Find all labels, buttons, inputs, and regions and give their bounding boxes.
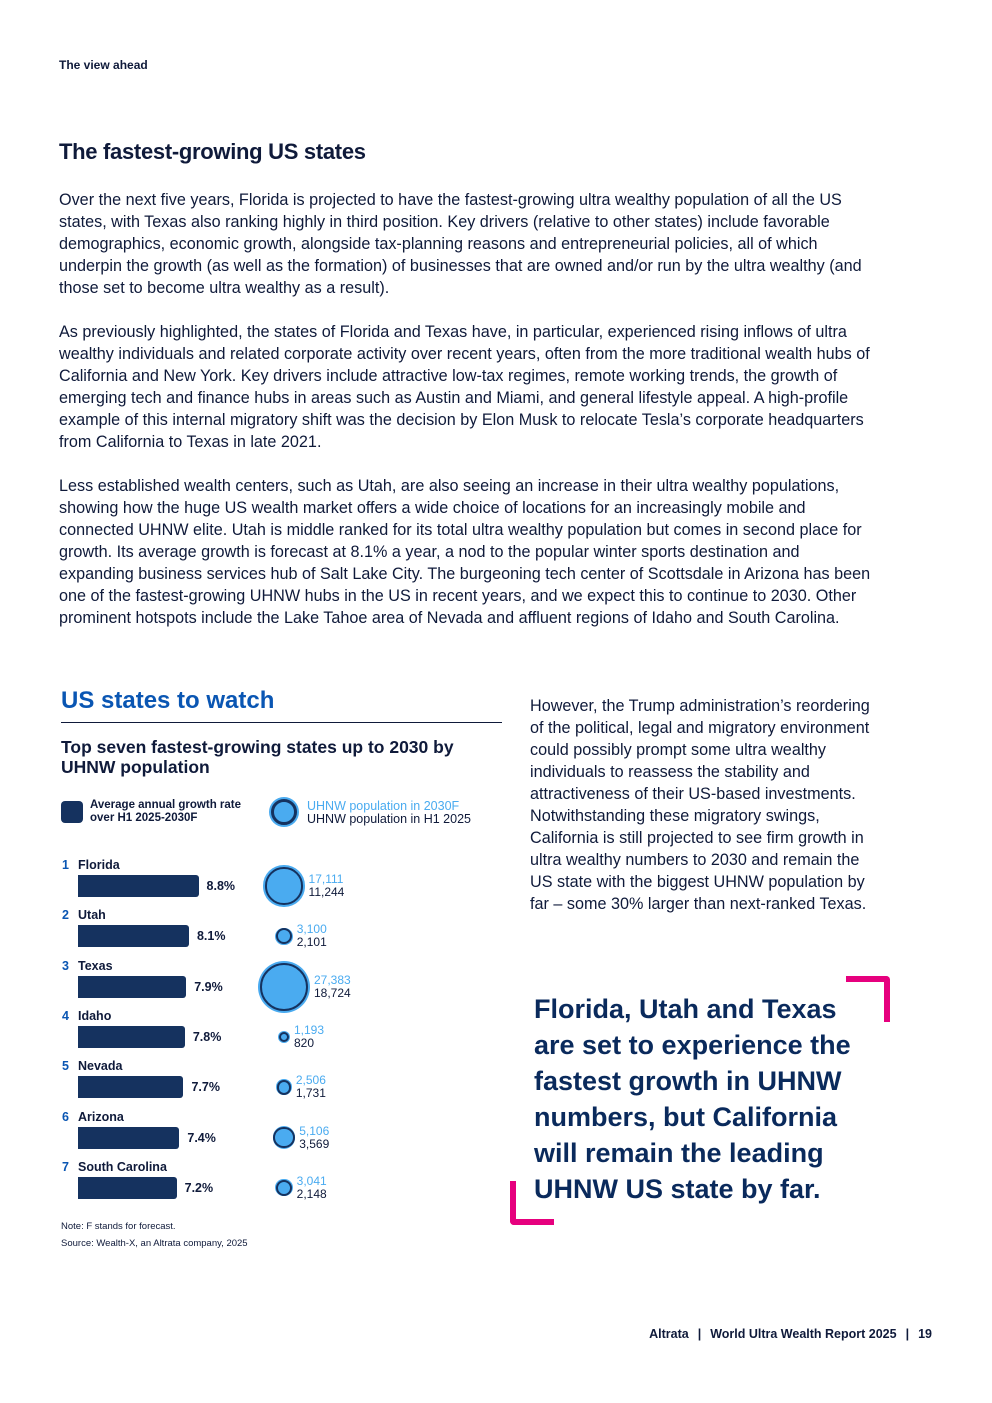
growth-bar [78, 875, 199, 897]
chart-heading: US states to watch [61, 687, 275, 714]
growth-label: 7.4% [187, 1130, 216, 1145]
page-footer: Altrata | World Ultra Wealth Report 2025 | 19 [649, 1327, 932, 1341]
chart-row [0, 1059, 500, 1111]
pop-2030-label: 17,111 [308, 872, 344, 886]
growth-bar [78, 925, 189, 947]
footer-page-number: 19 [918, 1327, 932, 1341]
bubble-2025 [277, 1080, 292, 1095]
paragraph-2: As previously highlighted, the states of Florida and Texas have, in particular, experienced rising inflows of ultra wealthy individuals and related corporate activity over recent years, often from the more traditional wealth hubs of California and New York. Key drivers include attractive low-tax regimes, remote working trends, the growth of emerging tech and finance hubs in areas such as Austin and Miami, and general lifestyle appeal. A high-profile example of this internal migratory shift was the decision by Elon Musk to relocate Tesla’s corporate headquarters from California to Texas in late 2021. [59, 323, 870, 451]
state-label: Florida [78, 858, 120, 872]
chart-row [0, 1110, 500, 1162]
legend-bar-label: Average annual growth rate over H1 2025-2030F [90, 799, 242, 824]
chart-note: Note: F stands for forecast. [61, 1221, 176, 1232]
pop-2030-label: 27,383 [314, 972, 351, 987]
section-label: The view ahead [59, 58, 148, 72]
state-label: Utah [78, 908, 106, 923]
pop-2030-label: 2,506 [295, 1073, 326, 1088]
pop-2025-label: 2,101 [296, 935, 327, 950]
legend-bar-swatch [61, 801, 83, 823]
chart-title: Top seven fastest-growing states up to 2030 by UHNW population [61, 737, 454, 777]
pop-2025-label: 1,731 [295, 1086, 326, 1101]
rank-number: 1 [62, 858, 69, 872]
pull-quote: Florida, Utah and Texas are set to experience the fastest growth in UHNW numbers, but California will remain the leading UHNW US state by far. [534, 994, 851, 1204]
growth-label: 7.2% [184, 1180, 214, 1195]
state-label: Arizona [78, 1109, 124, 1124]
rank-number: 2 [62, 908, 69, 923]
bubble-2025 [265, 867, 302, 904]
pop-2030-label: 1,193 [294, 1022, 325, 1037]
rank-number: 6 [62, 1109, 69, 1124]
legend-2030-label: UHNW population in 2030F [307, 799, 460, 813]
state-label: Idaho [78, 1008, 112, 1023]
paragraph-1: Over the next five years, Florida is projected to have the fastest-growing ultra wealthy population of all the US states, with Texas also ranking highly in third position. Key drivers (relative to other states) include favorable demographics, economic growth, alongside tax-planning reasons and entrepreneurial policies, all of which underpin the growth (as well as the formation) of businesses that are owned and/or run by the ultra wealthy (and those set to become ultra wealthy as a result). [59, 191, 862, 297]
rank-number: 3 [62, 958, 69, 973]
chart-row [0, 1160, 500, 1212]
growth-label: 8.8% [206, 879, 236, 893]
pop-2030-label: 5,106 [299, 1123, 330, 1138]
bubble-2025 [260, 963, 308, 1011]
chart-row [0, 908, 500, 960]
pop-2025-label: 3,569 [299, 1136, 330, 1151]
state-label: South Carolina [78, 1159, 167, 1174]
growth-label: 8.1% [196, 929, 226, 944]
growth-bar [78, 1127, 179, 1149]
pop-2025-label: 11,244 [308, 885, 345, 899]
pop-2025-label: 18,724 [314, 985, 351, 1000]
rank-number: 7 [62, 1159, 69, 1174]
pop-2025-label: 2,148 [296, 1186, 327, 1201]
bubble-2025 [276, 1180, 292, 1196]
pop-2030-label: 3,100 [296, 922, 327, 937]
footer-brand: Altrata [649, 1327, 689, 1341]
pop-2025-label: 820 [294, 1035, 315, 1050]
growth-bar [78, 976, 186, 998]
growth-bar [78, 1177, 177, 1199]
footer-report: World Ultra Wealth Report 2025 [710, 1327, 897, 1341]
legend-2025-label: UHNW population in H1 2025 [307, 812, 471, 826]
growth-label: 7.7% [191, 1080, 220, 1095]
bubble-2025 [279, 1032, 289, 1042]
state-label: Nevada [78, 1059, 123, 1074]
chart-row [0, 1009, 500, 1061]
rank-number: 5 [62, 1059, 69, 1074]
chart-source: Source: Wealth-X, an Altrata company, 2025 [61, 1238, 248, 1249]
side-paragraph: However, the Trump administration’s reordering of the political, legal and migratory environment could possibly prompt some ultra wealthy individuals to reassess the stability and attractiveness of their US-based investments. Notwithstanding these migratory swings, California is still projected to see firm growth in ultra wealthy numbers to 2030 and remain the US state with the biggest UHNW population by far – some 30% larger than next-ranked Texas. [530, 697, 870, 913]
chart-divider [61, 722, 502, 723]
bubble-2025 [273, 1127, 294, 1148]
pop-2030-label: 3,041 [296, 1173, 327, 1188]
rank-number: 4 [62, 1008, 69, 1023]
growth-bar [78, 1026, 185, 1048]
page-title: The fastest-growing US states [59, 139, 366, 164]
article-body [59, 189, 871, 651]
legend-bubble-swatch [271, 799, 297, 825]
chart-row [0, 959, 500, 1011]
state-label: Texas [78, 958, 113, 973]
growth-bar [78, 1076, 183, 1098]
chart-row [0, 858, 500, 910]
growth-label: 7.8% [192, 1029, 222, 1044]
growth-label: 7.9% [194, 979, 223, 994]
paragraph-3: Less established wealth centers, such as Utah, are also seeing an increase in their ultra wealthy populations, showing how the huge US wealth market offers a wide choice of locations for an increasingly mobile and connected UHNW elite. Utah is middle ranked for its total ultra wealthy population but comes in second place for growth. Its average growth is forecast at 8.1% a year, a nod to the popular winter sports destination and expanding business services hub of Salt Lake City. The burgeoning tech center of Scottsdale in Arizona has been one of the fastest-growing UHNW hubs in the US in recent years, and we expect this to continue to 2030. Other prominent hotspots include the Lake Tahoe area of Nevada and affluent regions of Idaho and South Carolina. [59, 477, 871, 627]
